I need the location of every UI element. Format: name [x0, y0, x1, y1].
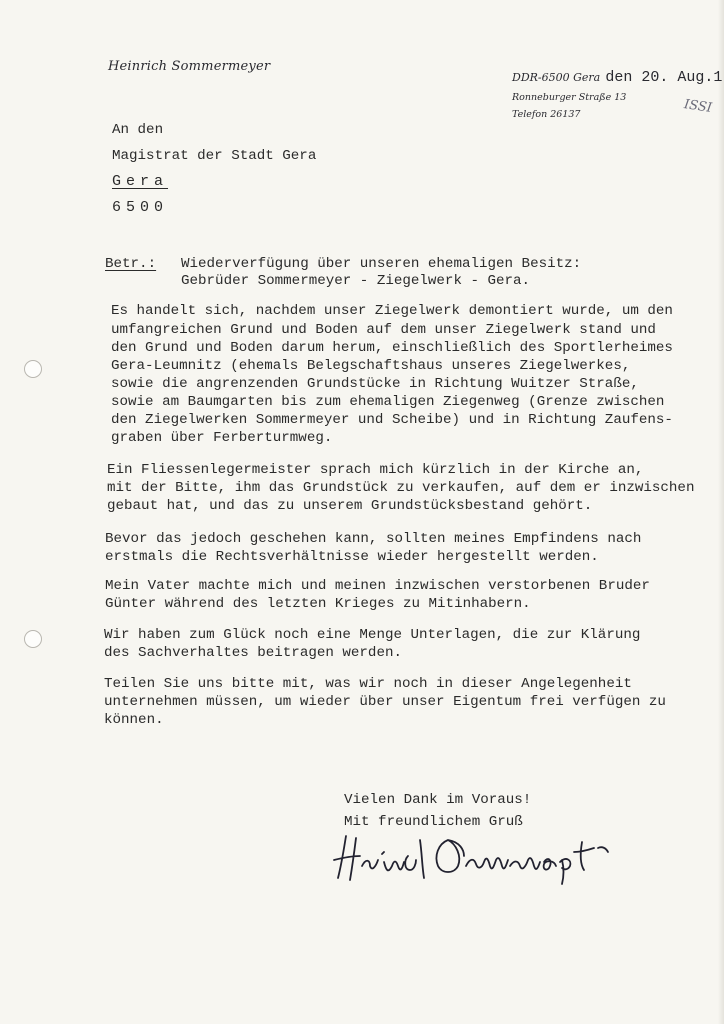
letter-date: den 20. Aug.1 — [605, 69, 723, 86]
recipient-address — [112, 117, 316, 221]
body-line: des Sachverhaltes beitragen werden. — [104, 645, 402, 661]
body-line: Wir haben zum Glück noch eine Menge Unterlagen, die zur Klärung — [104, 627, 641, 643]
body-line: sowie am Baumgarten bis zum ehemaligen Ziegenweg (Grenze zwischen — [111, 394, 665, 410]
body-line: graben über Ferberturmweg. — [111, 430, 333, 446]
recipient-postcode: 6500 — [112, 199, 169, 216]
closing-thanks: Vielen Dank im Voraus! — [344, 792, 532, 808]
body-line: unternehmen müssen, um wieder über unser Eigentum frei verfügen zu — [104, 694, 666, 710]
body-line: Günter während des letzten Krieges zu Mitinhabern. — [105, 596, 531, 612]
sender-phone: Telefon 26137 — [512, 109, 581, 120]
body-line: erstmals die Rechtsverhältnisse wieder hergestellt werden. — [105, 549, 599, 565]
sender-city: DDR-6500 Gera — [512, 71, 601, 84]
punch-hole-top — [24, 360, 42, 378]
body-line: mit der Bitte, ihm das Grundstück zu verkaufen, auf dem er inzwischen — [107, 480, 695, 496]
subject-line1: Wiederverfügung über unseren ehemaligen Besitz: — [181, 256, 582, 272]
body-line: Mein Vater machte mich und meinen inzwischen verstorbenen Bruder — [105, 578, 650, 594]
body-line: Ein Fliessenlegermeister sprach mich kürzlich in der Kirche an, — [107, 462, 644, 478]
archive-mark: ISSI — [683, 97, 713, 116]
handwritten-signature — [330, 826, 620, 886]
punch-hole-bottom — [24, 630, 42, 648]
body-line: Teilen Sie uns bitte mit, was wir noch in dieser Angelegenheit — [104, 676, 632, 692]
closing-greeting: Mit freundlichem Gruß — [344, 814, 523, 830]
body-line: gebaut hat, und das zu unserem Grundstücksbestand gehört. — [107, 498, 593, 514]
body-line: den Grund und Boden darum herum, einschließlich des Sportlerheimes — [111, 340, 673, 356]
recipient-line2: Magistrat der Stadt Gera — [112, 148, 317, 164]
body-line: sowie die angrenzenden Grundstücke in Richtung Wuitzer Straße, — [111, 376, 639, 392]
body-line: den Ziegelwerken Sommermeyer und Scheibe) und in Richtung Zaufens- — [111, 412, 673, 428]
body-line: Es handelt sich, nachdem unser Ziegelwerk demontiert wurde, um den — [111, 303, 673, 319]
page-edge — [718, 0, 724, 1024]
body-line: können. — [104, 712, 164, 728]
letterhead-name: Heinrich Sommermeyer — [108, 59, 271, 74]
recipient-city: Gera — [112, 173, 169, 190]
body-line: umfangreichen Grund und Boden auf dem unser Ziegelwerk stand und — [111, 322, 656, 338]
recipient-line1: An den — [112, 122, 164, 138]
subject-line2: Gebrüder Sommermeyer - Ziegelwerk - Gera. — [181, 273, 531, 289]
subject-label: Betr.: — [105, 256, 157, 272]
sender-street: Ronneburger Straße 13 — [512, 92, 627, 103]
body-line: Bevor das jedoch geschehen kann, sollten meines Empfindens nach — [105, 531, 642, 547]
body-line: Gera-Leumnitz (ehemals Belegschaftshaus unseres Ziegelwerkes, — [111, 358, 631, 374]
